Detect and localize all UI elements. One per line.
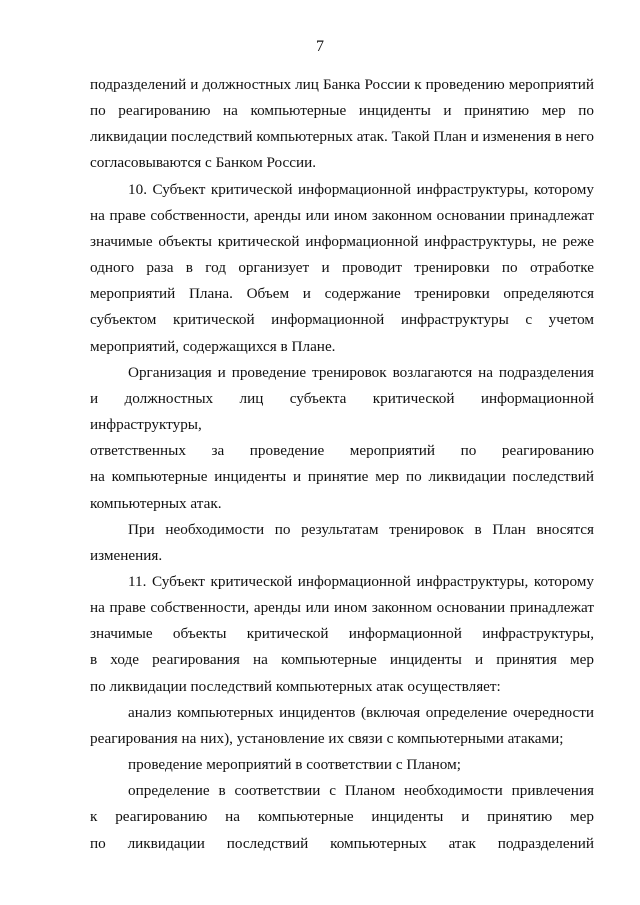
text-line: по реагированию на компьютерные инциденты и принятию мер по (90, 102, 594, 120)
text-line: на праве собственности, аренды или ином законном основании принадлежат (90, 206, 594, 224)
text-line: к реагированию на компьютерные инциденты и принятию мер (90, 808, 594, 826)
paragraph-p-changes (90, 517, 594, 569)
text-line: 10. Субъект критической информационной инфраструктуры, которому (128, 180, 594, 198)
text-line: компьютерных атак. (90, 494, 222, 512)
paragraph-p-10 (90, 177, 594, 360)
text-line: по ликвидации последствий компьютерных атак подразделений (90, 834, 594, 852)
document-body (90, 72, 594, 857)
text-line: ответственных за проведение мероприятий по реагированию (90, 442, 594, 460)
text-line: мероприятий, содержащихся в Плане. (90, 337, 336, 355)
text-line: на праве собственности, аренды или ином законном основании принадлежат (90, 599, 594, 617)
text-line: 11. Субъект критической информационной инфраструктуры, которому (128, 572, 594, 590)
text-line: на компьютерные инциденты и принятие мер по ликвидации последствий (90, 468, 594, 486)
paragraph-p-measures (90, 752, 594, 778)
text-line: значимые объекты критической информационной инфраструктуры, не реже (90, 232, 594, 250)
text-line: согласовываются с Банком России. (90, 154, 317, 172)
paragraph-p-analysis (90, 700, 594, 752)
text-line: реагирования на них), установление их связи с компьютерными атаками; (90, 729, 564, 747)
text-line: ликвидации последствий компьютерных атак. Такой План и изменения в него (90, 128, 594, 146)
text-line: проведение мероприятий в соответствии с Планом; (128, 756, 461, 774)
text-line: в ходе реагирования на компьютерные инциденты и принятия мер (90, 651, 594, 669)
text-line: анализ компьютерных инцидентов (включая определение очередности (128, 703, 594, 721)
text-line: субъектом критической информационной инфраструктуры с учетом (90, 311, 594, 329)
text-line: изменения. (90, 546, 163, 564)
paragraph-p-11 (90, 569, 594, 700)
text-line: значимые объекты критической информационной инфраструктуры, (90, 625, 594, 643)
paragraph-p-determination (90, 778, 594, 856)
paragraph-p-continuation (90, 72, 594, 177)
text-line: подразделений и должностных лиц Банка России к проведению мероприятий (90, 76, 594, 93)
text-line: и должностных лиц субъекта критической информационной инфраструктуры, (90, 389, 594, 434)
text-line: по ликвидации последствий компьютерных атак осуществляет: (90, 677, 501, 695)
page-number: 7 (316, 38, 324, 55)
text-line: Организация и проведение тренировок возлагаются на подразделения (128, 363, 594, 381)
text-line: мероприятий Плана. Объем и содержание тренировки определяются (90, 285, 594, 303)
text-line: При необходимости по результатам тренировок в План вносятся (128, 520, 594, 538)
paragraph-p-organization (90, 360, 594, 517)
text-line: определение в соответствии с Планом необходимости привлечения (128, 782, 594, 800)
text-line: одного раза в год организует и проводит тренировки по отработке (90, 259, 594, 277)
